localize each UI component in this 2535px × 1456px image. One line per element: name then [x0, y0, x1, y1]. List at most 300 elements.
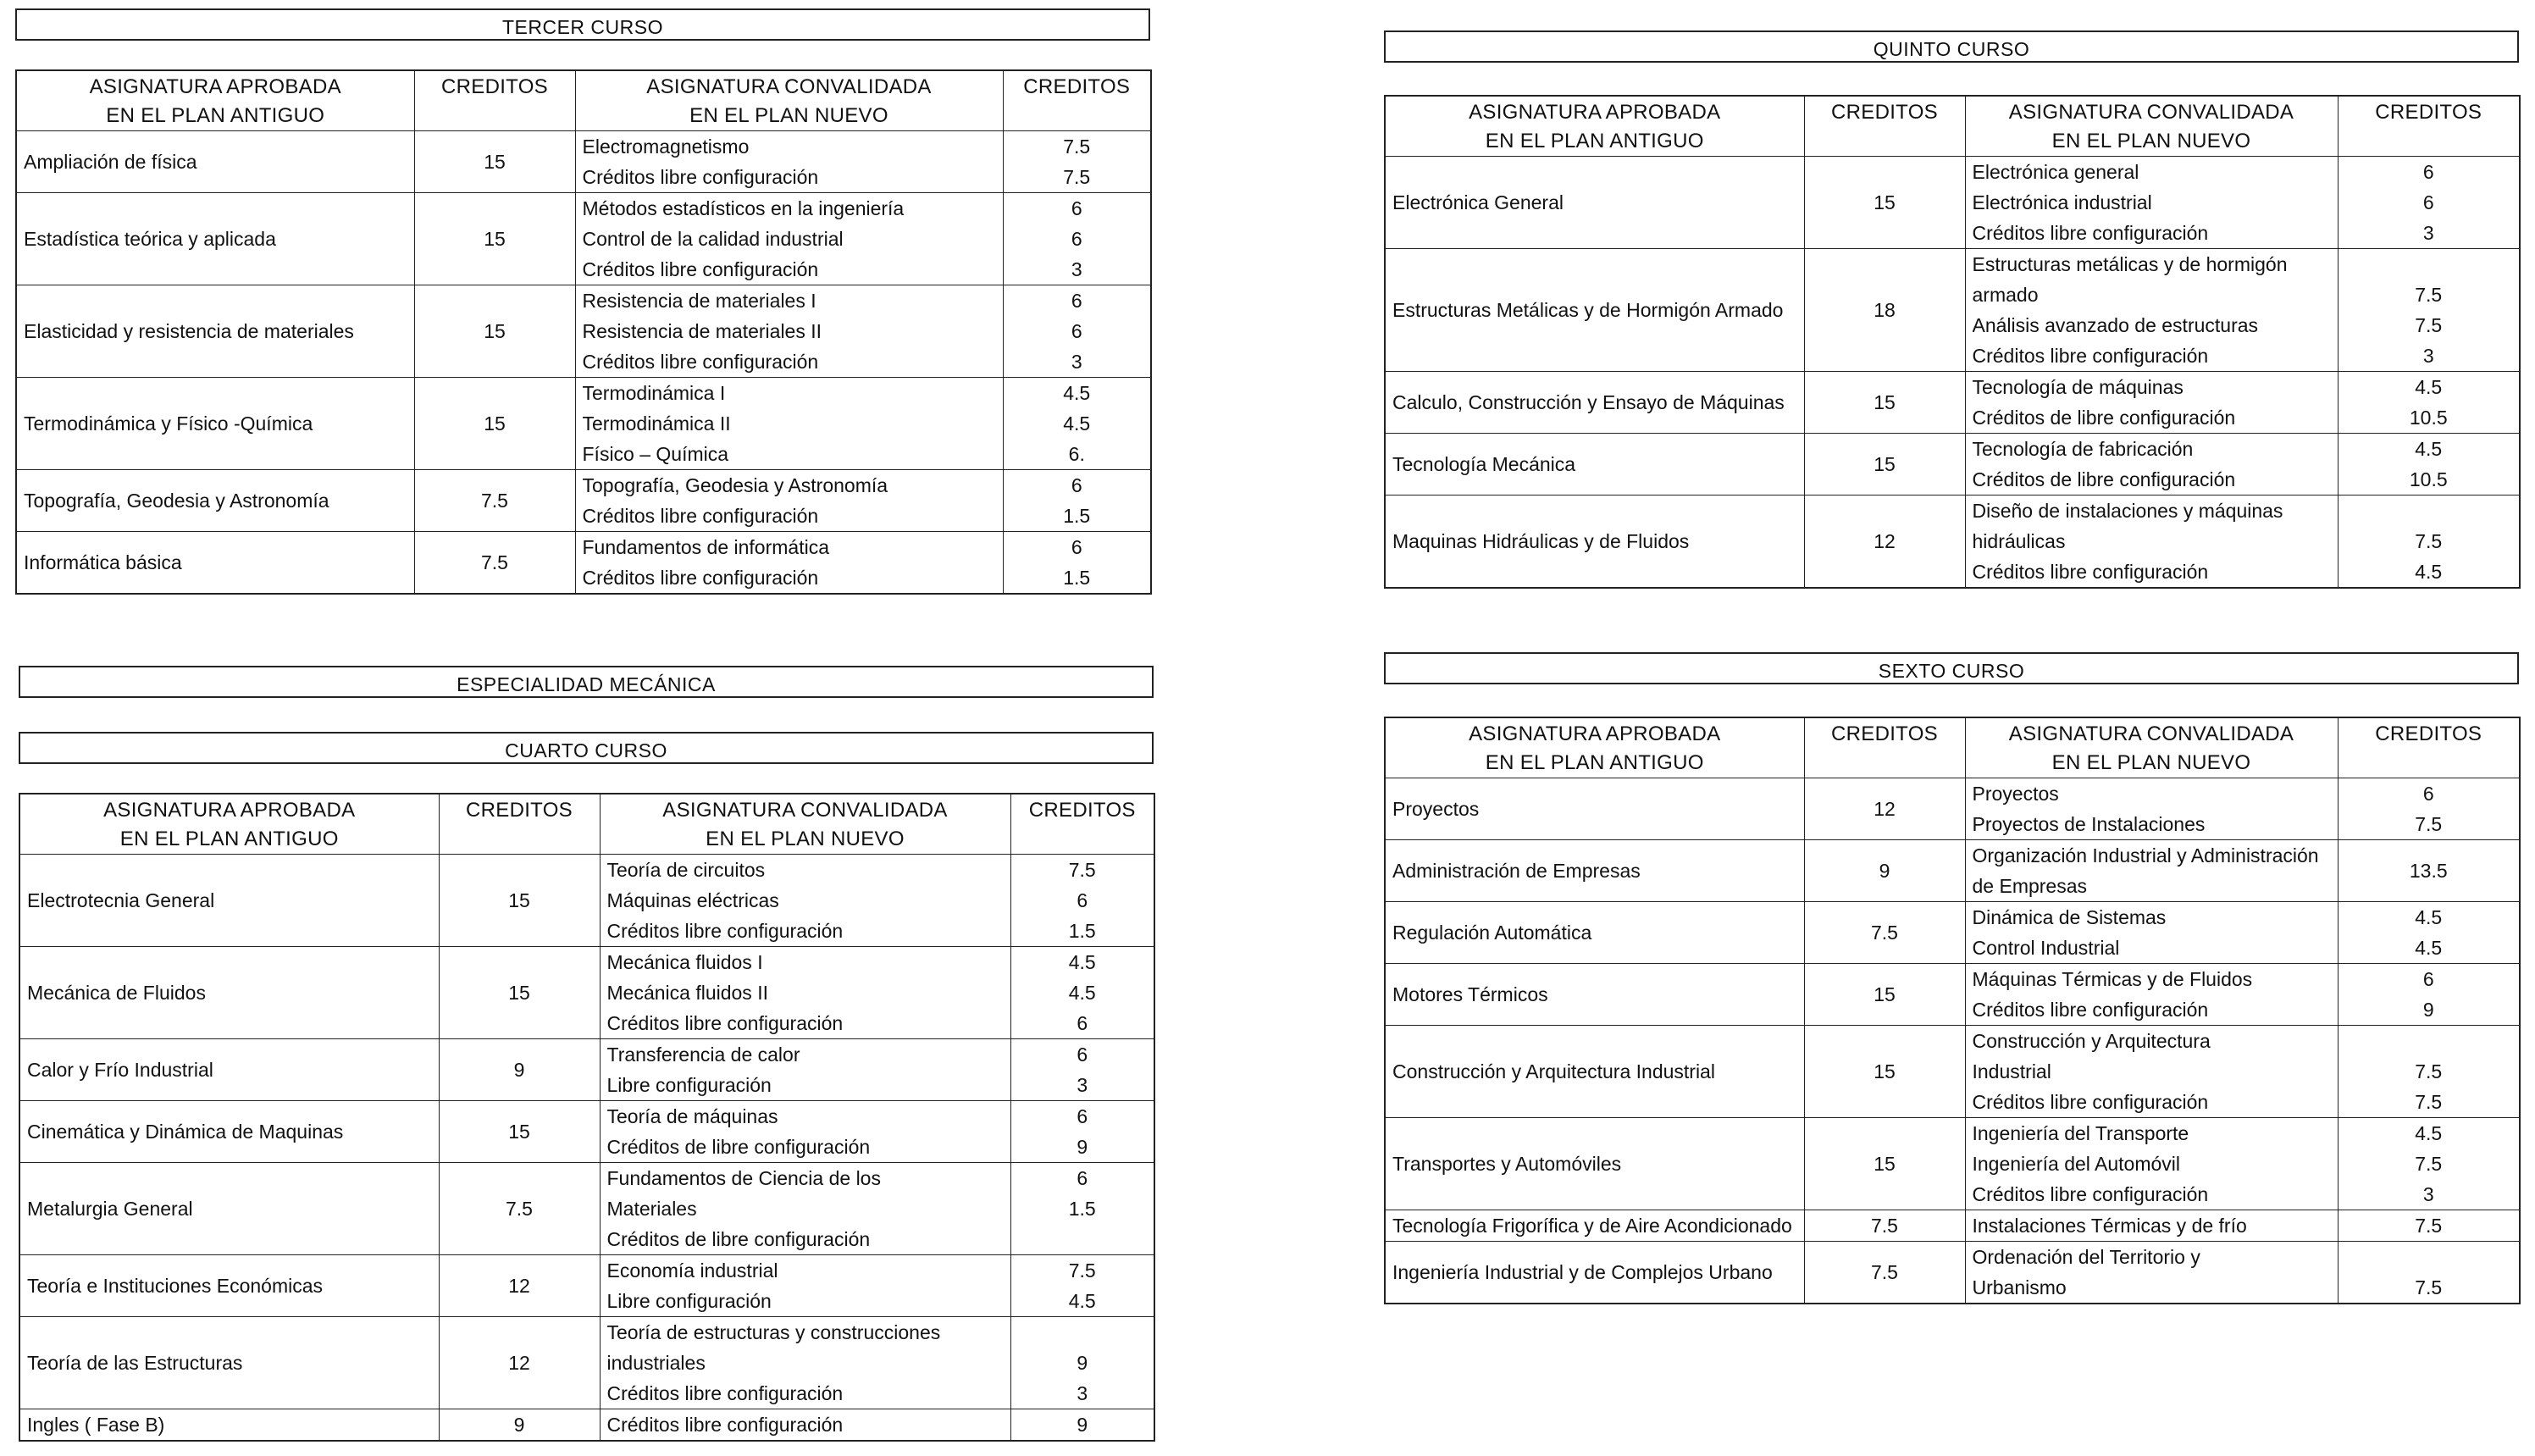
table-row [1385, 1242, 2520, 1304]
new-subject-line: Resistencia de materiales I [582, 290, 816, 312]
new-subject-line: Libre configuración [606, 1074, 772, 1096]
new-credit-line: 7.5 [2415, 1215, 2443, 1237]
header-row [16, 70, 1151, 131]
new-credits [2338, 372, 2520, 434]
table-row [16, 285, 1151, 378]
new-credit-line: 6 [1071, 320, 1082, 342]
old-credits: 15 [1804, 964, 1965, 1026]
new-subject-line: Máquinas eléctricas [606, 889, 779, 911]
new-subject-line: Ingeniería del Automóvil [1972, 1153, 2180, 1175]
new-credit-line: 6 [1077, 1012, 1088, 1034]
old-subject: Metalurgia General [19, 1163, 439, 1255]
new-subjects [1965, 902, 2338, 964]
new-subject-line: Créditos libre configuración [1972, 222, 2209, 244]
header-line: EN EL PLAN ANTIGUO [1485, 751, 1704, 774]
new-credit-line: 7.5 [2415, 530, 2443, 552]
new-credits [2338, 1242, 2520, 1304]
table-row [16, 193, 1151, 285]
specialty-title: ESPECIALIDAD MECÁNICA [19, 666, 1154, 698]
new-credit-line: 9 [1077, 1352, 1088, 1374]
new-subject-line: Fundamentos de informática [582, 536, 829, 558]
old-credits: 7.5 [1804, 1242, 1965, 1304]
header-line: ASIGNATURA APROBADA [89, 75, 341, 98]
new-subject-line: Créditos libre configuración [582, 166, 819, 188]
header-new-subject [575, 70, 1003, 131]
table-row [1385, 249, 2520, 372]
header-line: CREDITOS [441, 75, 548, 98]
new-credit-line: 6. [1068, 443, 1085, 465]
table-row [19, 947, 1154, 1039]
new-credit-line: 7.5 [2415, 1276, 2443, 1298]
new-subject-line: Proyectos de Instalaciones [1972, 813, 2206, 835]
new-credits [2338, 157, 2520, 249]
header-new-credits [1010, 794, 1154, 855]
new-subjects [1965, 249, 2338, 372]
header-line: CREDITOS [2375, 101, 2482, 124]
quinto-curso-table [1384, 95, 2521, 589]
old-subject: Tecnología Frigorífica y de Aire Acondicionado [1385, 1210, 1804, 1242]
new-credits [1010, 855, 1154, 947]
new-credit-line: 7.5 [1068, 859, 1096, 881]
table-row [16, 470, 1151, 532]
new-credit-line: 4.5 [1068, 1290, 1096, 1312]
old-subject: Informática básica [16, 532, 414, 595]
new-subject-line: Diseño de instalaciones y máquinas [1972, 500, 2283, 522]
new-credit-line: 6 [1077, 1044, 1088, 1066]
new-credit-line: 4.5 [2415, 906, 2443, 928]
old-credits: 7.5 [439, 1163, 600, 1255]
header-row [19, 794, 1154, 855]
new-subjects [600, 855, 1010, 947]
new-subject-line: Créditos de libre configuración [606, 1228, 871, 1250]
new-subjects [600, 1039, 1010, 1101]
header-line: EN EL PLAN NUEVO [2051, 130, 2251, 152]
new-subject-line: Urbanismo [1972, 1276, 2067, 1298]
new-credit-line: 6 [2422, 161, 2434, 183]
new-credit-line: 7.5 [2415, 1153, 2443, 1175]
new-credit-line: 6 [1071, 474, 1082, 496]
old-subject: Administración de Empresas [1385, 840, 1804, 902]
old-subject: Elasticidad y resistencia de materiales [16, 285, 414, 378]
header-row [1385, 96, 2520, 157]
new-subjects [600, 1317, 1010, 1409]
new-credit-line: 4.5 [2415, 376, 2443, 398]
new-subjects [575, 378, 1003, 470]
table-row [1385, 495, 2520, 589]
table-row [19, 1039, 1154, 1101]
header-new-subject [1965, 717, 2338, 778]
old-credits: 12 [1804, 495, 1965, 589]
old-credits: 15 [414, 378, 575, 470]
tercer-curso-table [15, 69, 1152, 595]
old-subject: Ampliación de física [16, 131, 414, 193]
new-subject-line: Topografía, Geodesia y Astronomía [582, 474, 888, 496]
old-subject: Electrotecnia General [19, 855, 439, 947]
old-subject: Motores Térmicos [1385, 964, 1804, 1026]
new-subject-line: Máquinas Térmicas y de Fluidos [1972, 968, 2253, 990]
new-subjects [600, 1409, 1010, 1442]
new-credit-line: 4.5 [1063, 382, 1091, 404]
new-subject-line: Tecnología de fabricación [1972, 438, 2194, 460]
table-row [1385, 372, 2520, 434]
new-credits [2338, 778, 2520, 840]
new-credit-line: 6 [1071, 536, 1082, 558]
old-credits: 9 [439, 1039, 600, 1101]
new-credit-line: 9 [1077, 1136, 1088, 1158]
new-credit-line: 4.5 [1068, 982, 1096, 1004]
table-row [19, 855, 1154, 947]
new-credit-line: 4.5 [1063, 412, 1091, 435]
header-row [1385, 717, 2520, 778]
new-subjects [1965, 1242, 2338, 1304]
new-credit-line: 6 [1071, 290, 1082, 312]
old-subject: Electrónica General [1385, 157, 1804, 249]
new-subject-line: Teoría de estructuras y construcciones [606, 1321, 941, 1343]
new-subject-line: Créditos libre configuración [606, 1382, 844, 1404]
new-credit-line: 4.5 [2415, 937, 2443, 959]
new-credit-line: 4.5 [1068, 951, 1096, 973]
header-line: EN EL PLAN NUEVO [706, 828, 905, 850]
new-subjects [1965, 1026, 2338, 1118]
new-subject-line: Libre configuración [606, 1290, 772, 1312]
new-credit-line: 4.5 [2415, 1122, 2443, 1144]
old-credits: 12 [1804, 778, 1965, 840]
header-old-subject [1385, 717, 1804, 778]
new-credits [2338, 495, 2520, 589]
new-subject-line: Créditos de libre configuración [606, 1136, 871, 1158]
header-line: ASIGNATURA CONVALIDADA [2008, 722, 2294, 745]
new-subject-line: Créditos libre configuración [582, 258, 819, 280]
table-row [1385, 1026, 2520, 1118]
new-subjects [575, 131, 1003, 193]
header-credits [414, 70, 575, 131]
header-line: ASIGNATURA APROBADA [1469, 722, 1721, 745]
new-subjects [575, 193, 1003, 285]
new-credit-line: 6 [1071, 228, 1082, 250]
old-subject: Ingeniería Industrial y de Complejos Urbano [1385, 1242, 1804, 1304]
new-credits [1010, 1255, 1154, 1317]
new-credit-line [2345, 249, 2513, 280]
old-subject: Calculo, Construcción y Ensayo de Máquinas [1385, 372, 1804, 434]
old-credits: 9 [439, 1409, 600, 1442]
new-subject-line: Créditos libre configuración [582, 351, 819, 373]
header-line: EN EL PLAN NUEVO [689, 104, 888, 127]
new-credits [1003, 285, 1151, 378]
old-subject: Proyectos [1385, 778, 1804, 840]
old-subject: Calor y Frío Industrial [19, 1039, 439, 1101]
new-credit-line: 6 [1077, 889, 1088, 911]
new-subject-line: Ordenación del Territorio y [1972, 1246, 2200, 1268]
new-subject-line: Fundamentos de Ciencia de los [606, 1167, 881, 1189]
old-credits: 15 [439, 947, 600, 1039]
new-subject-line: Créditos libre configuración [1972, 999, 2209, 1021]
new-subjects [600, 1255, 1010, 1317]
header-new-subject [600, 794, 1010, 855]
new-subject-line: de Empresas [1972, 875, 2088, 897]
header-new-subject [1965, 96, 2338, 157]
header-new-credits [1003, 70, 1151, 131]
old-credits: 7.5 [414, 470, 575, 532]
new-subject-line: Resistencia de materiales II [582, 320, 822, 342]
new-subject-line: Estructuras metálicas y de hormigón [1972, 253, 2288, 275]
new-subject-line: Créditos de libre configuración [1972, 468, 2236, 490]
new-credit-line: 3 [1071, 351, 1082, 373]
table-row [1385, 902, 2520, 964]
new-subject-line: Materiales [606, 1198, 697, 1220]
new-credit-line: 7.5 [1063, 166, 1091, 188]
new-credits [2338, 1026, 2520, 1118]
new-subject-line: Termodinámica II [582, 412, 731, 435]
table-row [19, 1101, 1154, 1163]
new-credit-line: 3 [2422, 345, 2434, 367]
new-credit-line: 1.5 [1068, 1198, 1096, 1220]
new-credit-line: 6 [1077, 1167, 1088, 1189]
new-subject-line: Termodinámica I [582, 382, 726, 404]
new-subjects [1965, 1210, 2338, 1242]
new-subject-line: Proyectos [1972, 783, 2059, 805]
new-subject-line: Transferencia de calor [606, 1044, 800, 1066]
header-line: CREDITOS [2375, 722, 2482, 745]
table-row [1385, 434, 2520, 495]
new-credits [1003, 193, 1151, 285]
old-subject: Tecnología Mecánica [1385, 434, 1804, 495]
header-line: EN EL PLAN ANTIGUO [1485, 130, 1704, 152]
new-subjects [1965, 778, 2338, 840]
new-subject-line: Créditos libre configuración [606, 920, 844, 942]
new-subjects [1965, 1118, 2338, 1210]
new-subject-line: Control de la calidad industrial [582, 228, 844, 250]
new-credit-line: 9 [2422, 999, 2434, 1021]
new-credits [2338, 1210, 2520, 1242]
header-credits [1804, 717, 1965, 778]
new-credit-line: 6 [1071, 197, 1082, 219]
header-new-credits [2338, 717, 2520, 778]
table-row [1385, 840, 2520, 902]
new-credit-line [2345, 1026, 2513, 1056]
new-credit-line [2345, 495, 2513, 526]
new-subject-line: Físico – Química [582, 443, 729, 465]
old-credits: 7.5 [1804, 902, 1965, 964]
new-subjects [600, 947, 1010, 1039]
new-subject-line: Construcción y Arquitectura [1972, 1030, 2211, 1052]
new-subjects [1965, 964, 2338, 1026]
header-line: CREDITOS [1028, 799, 1136, 822]
new-credits [1010, 947, 1154, 1039]
sexto-curso-title: SEXTO CURSO [1384, 652, 2519, 684]
old-credits: 15 [439, 1101, 600, 1163]
old-subject: Termodinámica y Físico -Química [16, 378, 414, 470]
new-credit-line: 7.5 [2415, 314, 2443, 336]
new-subject-line: industriales [606, 1352, 706, 1374]
new-credits [1010, 1101, 1154, 1163]
new-subject-line: Análisis avanzado de estructuras [1972, 314, 2259, 336]
old-subject: Regulación Automática [1385, 902, 1804, 964]
new-subjects [1965, 840, 2338, 902]
new-subject-line: Créditos libre configuración [1972, 1183, 2209, 1205]
table-row [19, 1163, 1154, 1255]
table-row [19, 1317, 1154, 1409]
new-subject-line: hidráulicas [1972, 530, 2066, 552]
new-credit-line: 10.5 [2409, 468, 2448, 490]
new-credits [1010, 1409, 1154, 1442]
tercer-curso-title: TERCER CURSO [15, 8, 1150, 41]
new-credits [1010, 1039, 1154, 1101]
new-subjects [1965, 495, 2338, 589]
new-credits [1003, 131, 1151, 193]
new-subjects [1965, 434, 2338, 495]
new-subject-line: Créditos libre configuración [1972, 345, 2209, 367]
new-subject-line: Industrial [1972, 1060, 2051, 1082]
old-credits: 12 [439, 1255, 600, 1317]
old-subject: Estadística teórica y aplicada [16, 193, 414, 285]
cuarto-curso-table [19, 793, 1155, 1442]
old-credits: 15 [414, 193, 575, 285]
old-subject: Ingles ( Fase B) [19, 1409, 439, 1442]
old-credits: 7.5 [1804, 1210, 1965, 1242]
old-subject: Teoría de las Estructuras [19, 1317, 439, 1409]
quinto-curso-title: QUINTO CURSO [1384, 30, 2519, 63]
old-credits: 15 [1804, 434, 1965, 495]
header-line: ASIGNATURA CONVALIDADA [662, 799, 948, 822]
old-subject: Cinemática y Dinámica de Maquinas [19, 1101, 439, 1163]
old-credits: 12 [439, 1317, 600, 1409]
new-subject-line: Créditos libre configuración [582, 567, 819, 589]
new-subject-line: Créditos libre configuración [606, 1012, 844, 1034]
new-credit-line: 9 [1077, 1414, 1088, 1436]
table-row [19, 1255, 1154, 1317]
new-credit-line: 10.5 [2409, 407, 2448, 429]
old-credits: 7.5 [414, 532, 575, 595]
new-subjects [575, 532, 1003, 595]
new-credit-line [2345, 1242, 2513, 1272]
new-credit-line: 13.5 [2409, 860, 2448, 882]
header-line: EN EL PLAN ANTIGUO [106, 104, 325, 127]
header-line: CREDITOS [1831, 722, 1938, 745]
old-subject: Mecánica de Fluidos [19, 947, 439, 1039]
new-subject-line: Créditos libre configuración [1972, 561, 2209, 583]
header-credits [439, 794, 600, 855]
table-row [19, 1409, 1154, 1442]
table-row [1385, 1210, 2520, 1242]
new-credit-line: 6 [2422, 783, 2434, 805]
new-subjects [1965, 157, 2338, 249]
old-credits: 15 [414, 131, 575, 193]
new-credit-line: 3 [1077, 1074, 1088, 1096]
new-subject-line: Instalaciones Térmicas y de frío [1972, 1215, 2247, 1237]
new-subject-line: Tecnología de máquinas [1972, 376, 2184, 398]
header-line: EN EL PLAN ANTIGUO [119, 828, 339, 850]
header-line: ASIGNATURA CONVALIDADA [2008, 101, 2294, 124]
table-row [16, 378, 1151, 470]
new-subject-line: Electrónica general [1972, 161, 2139, 183]
new-credit-line: 6 [2422, 191, 2434, 213]
new-subject-line: armado [1972, 284, 2039, 306]
header-old-subject [19, 794, 439, 855]
new-subject-line: Electrónica industrial [1972, 191, 2152, 213]
old-subject: Transportes y Automóviles [1385, 1118, 1804, 1210]
table-row [1385, 778, 2520, 840]
new-credit-line: 4.5 [2415, 561, 2443, 583]
new-subject-line: Ingeniería del Transporte [1972, 1122, 2189, 1144]
table-row [1385, 157, 2520, 249]
new-subject-line: Teoría de circuitos [606, 859, 766, 881]
old-credits: 15 [1804, 157, 1965, 249]
header-line: CREDITOS [466, 799, 573, 822]
header-line: CREDITOS [1023, 75, 1131, 98]
new-credit-line: 1.5 [1068, 920, 1096, 942]
new-subject-line: Economía industrial [606, 1259, 778, 1282]
new-credit-line: 6 [1077, 1105, 1088, 1127]
old-subject: Maquinas Hidráulicas y de Fluidos [1385, 495, 1804, 589]
old-subject: Estructuras Metálicas y de Hormigón Armado [1385, 249, 1804, 372]
new-credit-line: 7.5 [2415, 284, 2443, 306]
new-credit-line: 7.5 [1068, 1259, 1096, 1282]
table-row [16, 131, 1151, 193]
cuarto-curso-title: CUARTO CURSO [19, 732, 1154, 764]
old-subject: Topografía, Geodesia y Astronomía [16, 470, 414, 532]
old-credits: 18 [1804, 249, 1965, 372]
new-subjects [575, 285, 1003, 378]
old-credits: 9 [1804, 840, 1965, 902]
header-line: EN EL PLAN NUEVO [2051, 751, 2251, 774]
new-credits [2338, 902, 2520, 964]
old-credits: 15 [1804, 1118, 1965, 1210]
new-subjects [1965, 372, 2338, 434]
new-credit-line: 6 [2422, 968, 2434, 990]
new-credit-line: 7.5 [2415, 1091, 2443, 1113]
table-row [16, 532, 1151, 595]
old-credits: 15 [414, 285, 575, 378]
header-old-subject [16, 70, 414, 131]
new-subject-line: Control Industrial [1972, 937, 2120, 959]
new-credit-line: 3 [1071, 258, 1082, 280]
old-credits: 15 [1804, 1026, 1965, 1118]
new-subject-line: Teoría de máquinas [606, 1105, 778, 1127]
new-credit-line: 4.5 [2415, 438, 2443, 460]
new-subject-line: Electromagnetismo [582, 136, 750, 158]
new-credits [2338, 249, 2520, 372]
new-credit-line [1018, 1317, 1148, 1348]
new-credit-line: 7.5 [2415, 1060, 2443, 1082]
header-old-subject [1385, 96, 1804, 157]
header-credits [1804, 96, 1965, 157]
header-line: ASIGNATURA APROBADA [1469, 101, 1721, 124]
new-subject-line: Créditos libre configuración [582, 505, 819, 527]
new-subject-line: Créditos libre configuración [1972, 1091, 2209, 1113]
old-credits: 15 [439, 855, 600, 947]
header-new-credits [2338, 96, 2520, 157]
header-line: ASIGNATURA APROBADA [103, 799, 356, 822]
new-subject-line: Organización Industrial y Administración [1972, 844, 2319, 866]
new-credit-line: 1.5 [1063, 505, 1091, 527]
new-subject-line: Créditos de libre configuración [1972, 407, 2236, 429]
new-credits [1003, 532, 1151, 595]
new-credit-line: 3 [2422, 1183, 2434, 1205]
new-credits [2338, 1118, 2520, 1210]
new-credits [1003, 470, 1151, 532]
new-subjects [600, 1163, 1010, 1255]
old-credits: 15 [1804, 372, 1965, 434]
new-credit-line: 7.5 [1063, 136, 1091, 158]
new-credit-line: 7.5 [2415, 813, 2443, 835]
new-credit-line: 3 [2422, 222, 2434, 244]
new-credits [2338, 840, 2520, 902]
header-line: CREDITOS [1831, 101, 1938, 124]
table-row [1385, 1118, 2520, 1210]
new-credits [1010, 1163, 1154, 1255]
new-subject-line: Dinámica de Sistemas [1972, 906, 2167, 928]
new-subject-line: Mecánica fluidos II [606, 982, 768, 1004]
